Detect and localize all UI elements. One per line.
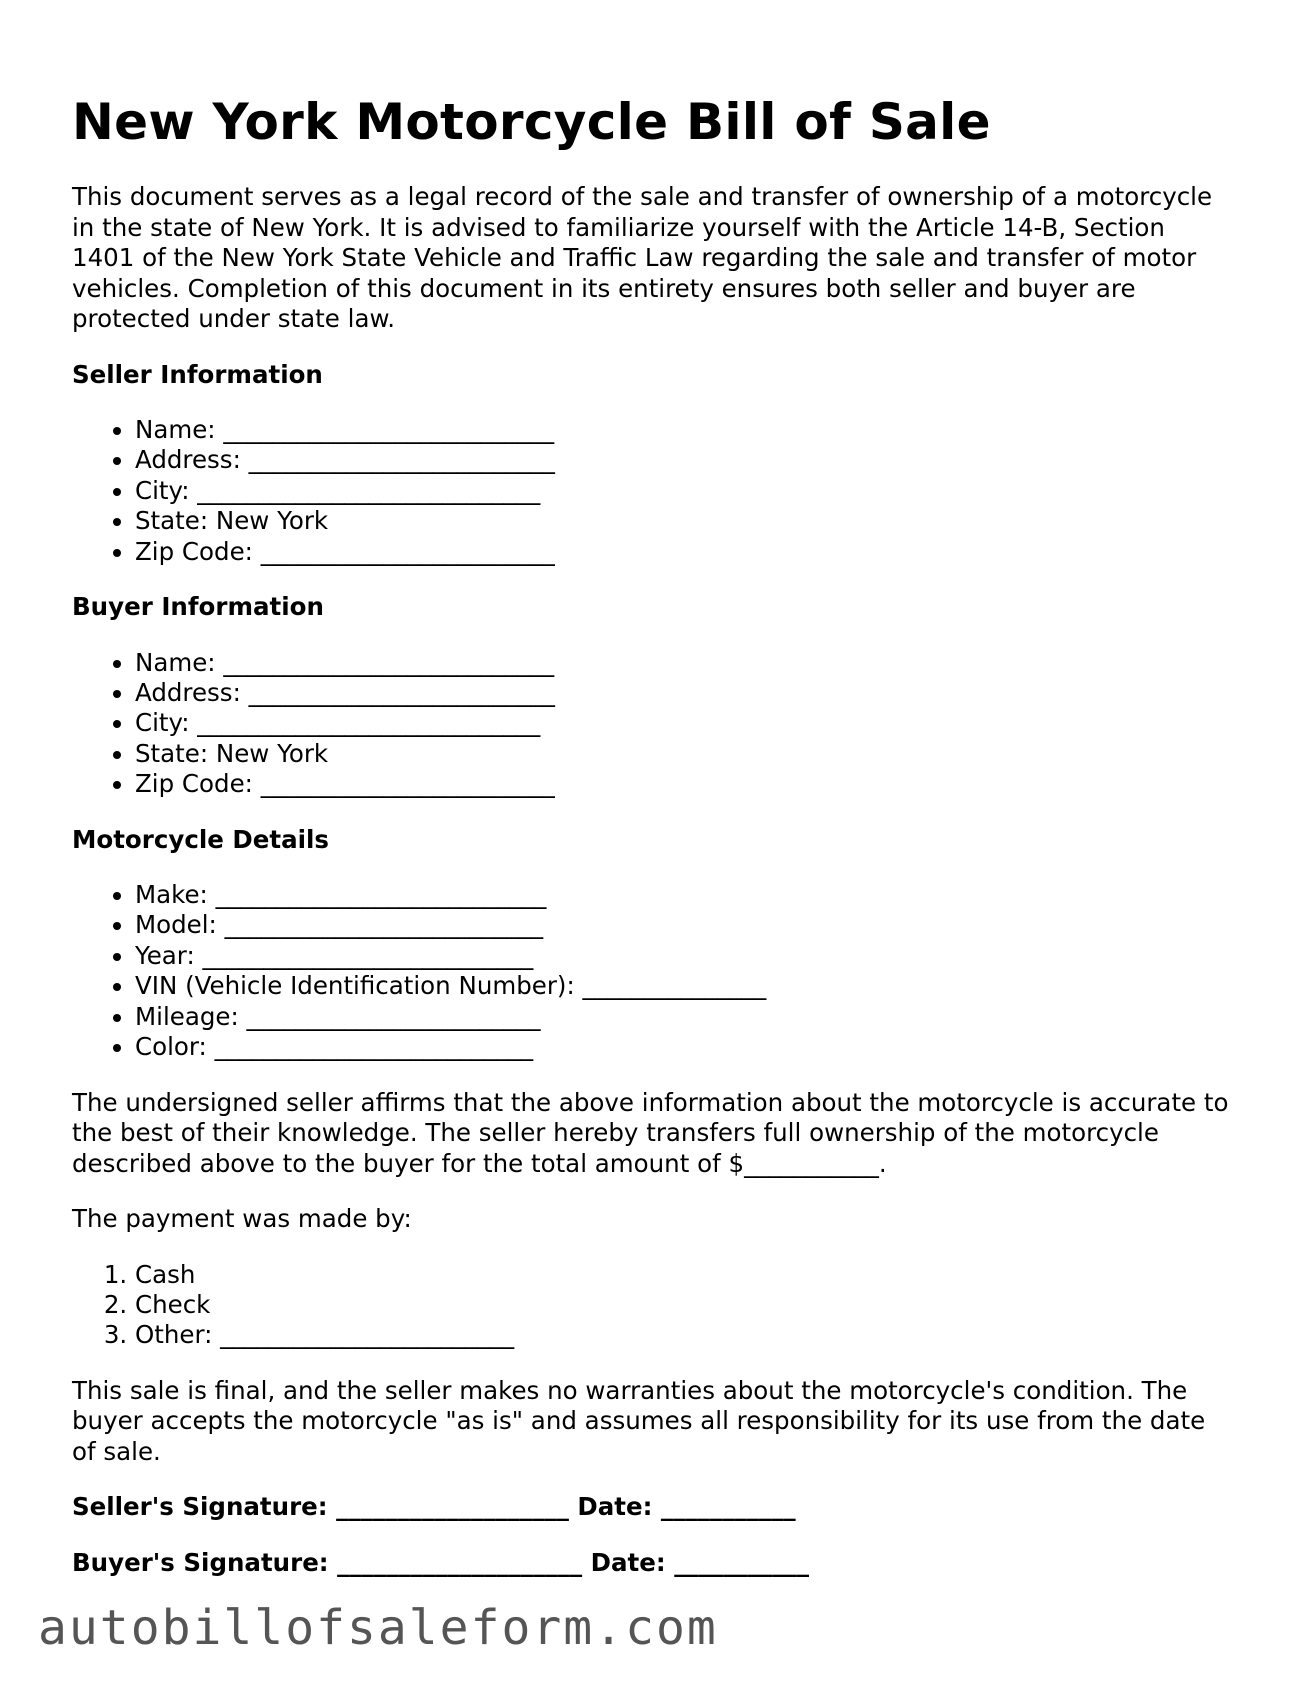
seller-heading: Seller Information [72,359,323,389]
motorcycle-heading: Motorcycle Details [72,824,329,854]
buyer-city-field[interactable]: • City: ____________________________ [135,708,1232,738]
motorcycle-model-field[interactable]: • Model: __________________________ [135,910,1232,940]
motorcycle-mileage-field[interactable]: • Mileage: ________________________ [135,1002,1232,1032]
motorcycle-make-field[interactable]: • Make: ___________________________ [135,880,1232,910]
payment-other-field[interactable]: 3. Other: ________________________ [135,1320,1232,1350]
document-page [72,86,1232,1603]
seller-address-field[interactable]: • Address: _________________________ [135,445,1232,475]
motorcycle-year-field[interactable]: • Year: ___________________________ [135,941,1232,971]
payment-label: The payment was made by: [72,1204,412,1233]
buyer-zip-field[interactable]: • Zip Code: ________________________ [135,769,1232,799]
buyer-signature-line[interactable]: Buyer's Signature: ____________________ Date: ___________ [72,1547,809,1577]
payment-cash: 1. Cash [135,1260,1232,1290]
motorcycle-vin-field[interactable]: • VIN (Vehicle Identification Number): _______________ [135,971,1232,1001]
seller-zip-field[interactable]: • Zip Code: ________________________ [135,537,1232,567]
buyer-name-field[interactable]: • Name: ___________________________ [135,648,1232,678]
payment-check: 2. Check [135,1290,1232,1320]
site-watermark: autobillofsaleform.com [38,1600,718,1656]
seller-signature-line[interactable]: Seller's Signature: ___________________ Date: ___________ [72,1492,796,1522]
buyer-state-field: • State: New York [135,739,1232,769]
payment-list [72,1260,1232,1351]
buyer-list [72,648,1232,800]
buyer-address-field[interactable]: • Address: _________________________ [135,678,1232,708]
document-title: New York Motorcycle Bill of Sale [72,93,991,151]
final-clause-paragraph: This sale is final, and the seller makes no warranties about the motorcycle's condition. The buyer accepts the motorcycle "as is" and assumes all responsibility for its use from the date of sale. [72,1375,1206,1466]
motorcycle-list [72,880,1232,1062]
seller-name-field[interactable]: • Name: ___________________________ [135,415,1232,445]
buyer-heading: Buyer Information [72,592,324,622]
seller-list [72,415,1232,567]
seller-state-field: • State: New York [135,506,1232,536]
intro-paragraph: This document serves as a legal record of the sale and transfer of ownership of a motorcycle in the state of New York. It is advised to familiarize yourself with the Article 14-B, Section 1401 of the New York State Vehicle and Traffic Law regarding the sale and transfer of motor vehicles. Completion of this document in its entirety ensures both seller and buyer are protected under state law. [72,182,1213,333]
affirmation-paragraph: The undersigned seller affirms that the above information about the motorcycle is accurate to the best of their knowledge. The seller hereby transfers full ownership of the motorcycle described above to the buyer for the total amount of $___________. [72,1087,1229,1178]
seller-city-field[interactable]: • City: ____________________________ [135,476,1232,506]
motorcycle-color-field[interactable]: • Color: __________________________ [135,1032,1232,1062]
